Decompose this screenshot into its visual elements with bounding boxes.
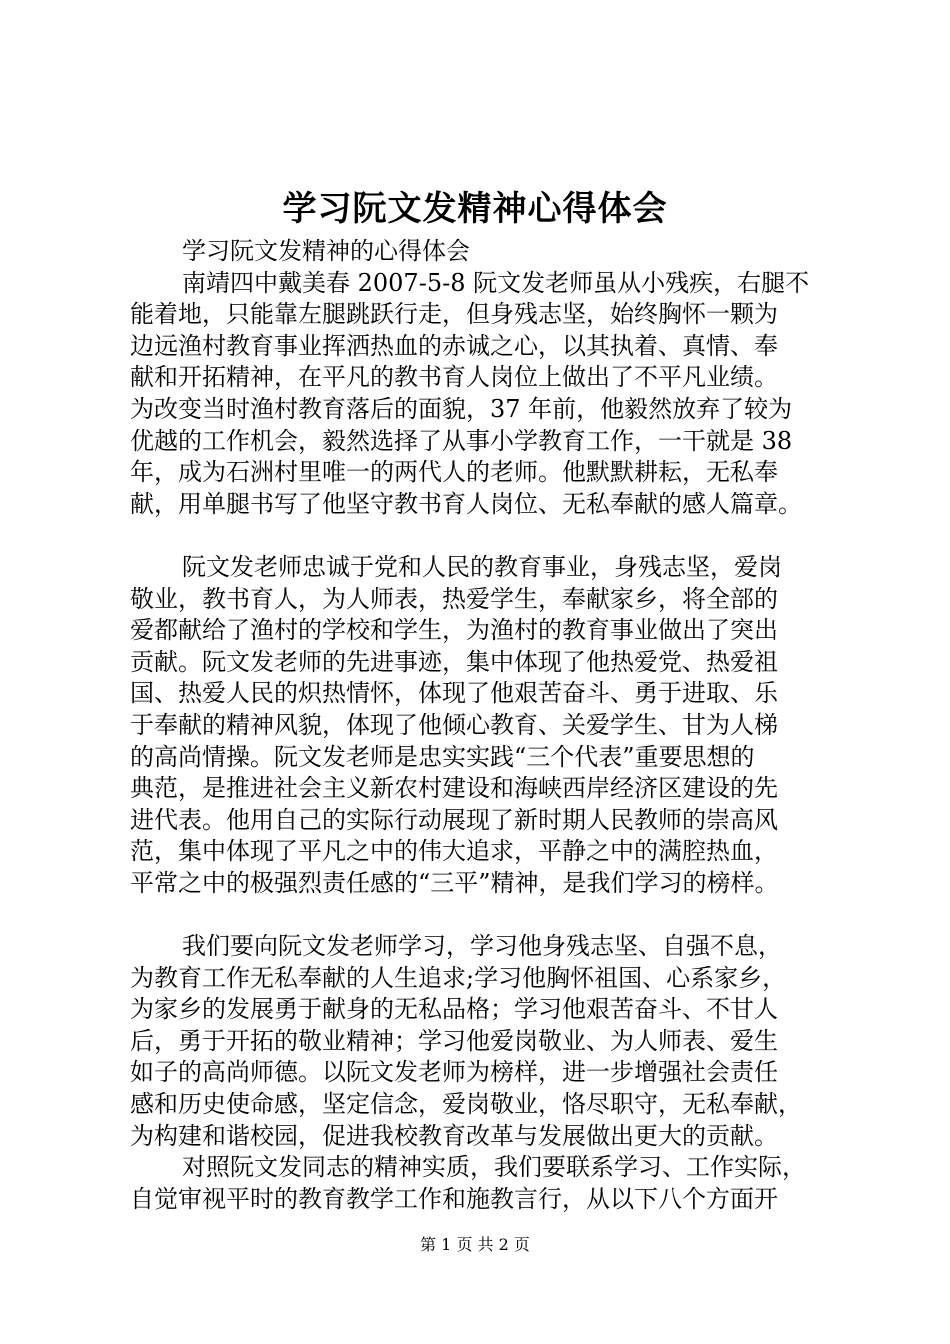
text-line: 贡献。阮文发老师的先进事迹，集中体现了他热爱党、热爱祖 bbox=[130, 647, 778, 676]
text-line: 为构建和谐校园，促进我校教育改革与发展做出更大的贡献。 bbox=[130, 1121, 778, 1150]
text-line: 南靖四中戴美春 2007-5-8 阮文发老师虽从小残疾，右腿不 bbox=[182, 268, 810, 297]
text-line: 学习阮文发精神的心得体会 bbox=[182, 237, 470, 265]
text-line: 后，勇于开拓的敬业精神；学习他爱岗敬业、为人师表、爱生 bbox=[130, 1026, 778, 1055]
text-line: 平常之中的极强烈责任感的“三平”精神，是我们学习的榜样。 bbox=[130, 868, 779, 897]
text-line: 国、热爱人民的炽热情怀，体现了他艰苦奋斗、勇于进取、乐 bbox=[130, 679, 778, 708]
text-line: 为改变当时渔村教育落后的面貌，37 年前，他毅然放弃了较为 bbox=[130, 394, 793, 423]
document-body bbox=[130, 236, 842, 1215]
text-line: 我们要向阮文发老师学习，学习他身残志坚、自强不息， bbox=[182, 932, 782, 961]
text-line: 优越的工作机会，毅然选择了从事小学教育工作，一干就是 38 bbox=[130, 426, 793, 455]
document-title: 学习阮文发精神心得体会 bbox=[282, 189, 668, 229]
text-line: 自觉审视平时的教育教学工作和施教言行，从以下八个方面开 bbox=[130, 1184, 778, 1213]
text-line: 进代表。他用自己的实际行动展现了新时期人民教师的崇高风 bbox=[130, 805, 778, 834]
text-line: 为家乡的发展勇于献身的无私品格；学习他艰苦奋斗、不甘人 bbox=[130, 995, 778, 1024]
text-line: 如子的高尚师德。以阮文发老师为榜样，进一步增强社会责任 bbox=[130, 1058, 778, 1087]
text-line: 阮文发老师忠诚于党和人民的教育事业，身残志坚，爱岗 bbox=[182, 552, 782, 581]
text-line: 典范，是推进社会主义新农村建设和海峡西岸经济区建设的先 bbox=[130, 774, 778, 803]
text-line: 能着地，只能靠左腿跳跃行走，但身残志坚，始终胸怀一颗为 bbox=[130, 300, 778, 329]
paragraph-gap bbox=[130, 899, 842, 931]
text-line: 于奉献的精神风貌，体现了他倾心教育、关爱学生、甘为人梯 bbox=[130, 710, 778, 739]
text-line: 边远渔村教育事业挥洒热血的赤诚之心，以其执着、真情、奉 bbox=[130, 331, 778, 360]
text-line: 对照阮文发同志的精神实质，我们要联系学习、工作实际， bbox=[182, 1153, 806, 1182]
text-line: 敬业，教书育人，为人师表，热爱学生，奉献家乡，将全部的 bbox=[130, 584, 778, 613]
text-line: 献，用单腿书写了他坚守教书育人岗位、无私奉献的感人篇章。 bbox=[130, 489, 802, 518]
text-line: 范，集中体现了平凡之中的伟大追求，平静之中的满腔热血， bbox=[130, 837, 778, 866]
page-footer: 第 1 页 共 2 页 bbox=[420, 1235, 530, 1254]
text-line: 的高尚情操。阮文发老师是忠实实践“三个代表”重要思想的 bbox=[130, 742, 755, 771]
text-line: 献和开拓精神，在平凡的教书育人岗位上做出了不平凡业绩。 bbox=[130, 363, 778, 392]
text-line: 感和历史使命感，坚定信念，爱岗敬业，恪尽职守，无私奉献， bbox=[130, 1090, 802, 1119]
text-line: 为教育工作无私奉献的人生追求;学习他胸怀祖国、心系家乡， bbox=[130, 963, 787, 992]
text-line: 爱都献给了渔村的学校和学生，为渔村的教育事业做出了突出 bbox=[130, 616, 778, 645]
text-line: 年，成为石洲村里唯一的两代人的老师。他默默耕耘，无私奉 bbox=[130, 458, 778, 487]
paragraph-gap bbox=[130, 520, 842, 552]
